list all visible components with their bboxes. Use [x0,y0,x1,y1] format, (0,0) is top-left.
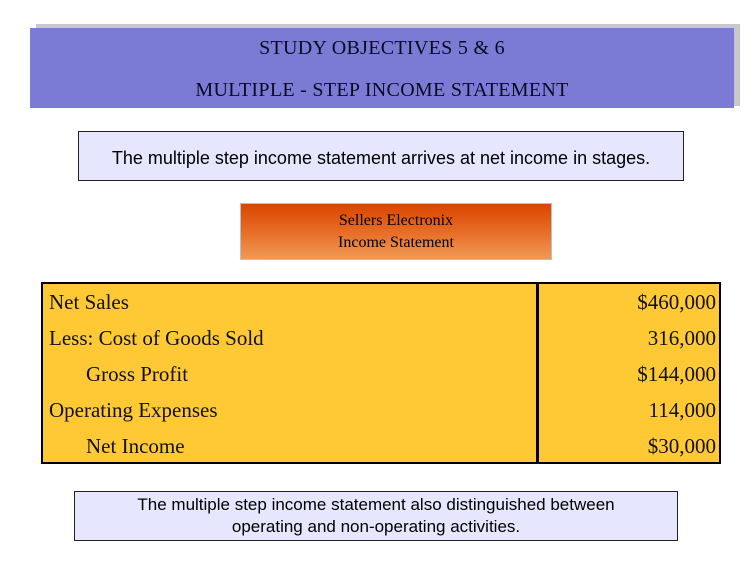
row-label-net-sales: Net Sales [49,290,129,314]
income-statement-labels [43,284,536,462]
row-value-operating-expenses: 114,000 [648,398,716,422]
row-label-gross-profit: Gross Profit [86,362,189,386]
bottom-note-line-2: operating and non-operating activities. [231,517,521,536]
bottom-note-box [74,491,678,541]
statement-name: Income Statement [338,234,454,251]
bottom-note-line-1: The multiple step income statement also distinguished between [137,495,615,514]
statement-company: Sellers Electronix [338,212,454,229]
row-value-net-sales: $460,000 [637,290,716,314]
top-note-text: The multiple step income statement arrives at net income in stages. [111,148,651,168]
banner-title-line-2: MULTIPLE - STEP INCOME STATEMENT [195,79,569,101]
row-label-net-income: Net Income [86,434,185,458]
top-note-box [78,131,684,181]
row-value-net-income: $30,000 [647,434,716,458]
row-value-cost-of-goods-sold: 316,000 [647,326,716,350]
row-label-cost-of-goods-sold: Less: Cost of Goods Sold [49,326,264,350]
statement-title-box [240,203,552,260]
title-banner [30,28,734,108]
row-label-operating-expenses: Operating Expenses [49,398,218,422]
income-statement-values [539,284,719,462]
banner-title-line-1: STUDY OBJECTIVES 5 & 6 [259,37,505,59]
row-value-gross-profit: $144,000 [637,362,716,386]
